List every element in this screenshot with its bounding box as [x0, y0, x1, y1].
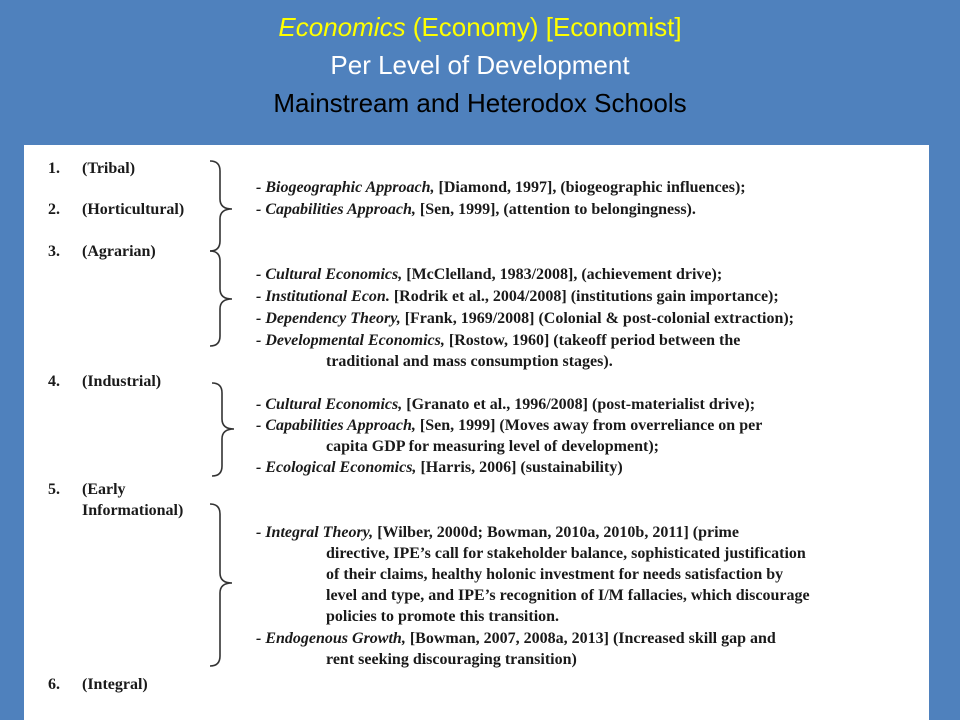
entry-ecological-economics: [256, 458, 623, 478]
content-panel: [24, 145, 929, 720]
entry-capabilities-approach-2: [256, 416, 762, 436]
entry-name: - Dependency Theory,: [256, 310, 401, 327]
entry-institutional-econ: [256, 287, 779, 307]
slide-title: [0, 8, 960, 122]
entry-name: - Capabilities Approach,: [256, 201, 416, 218]
entry-detail: [Rostow, 1960] (takeoff period between the: [444, 332, 741, 349]
brace-3: [212, 383, 234, 476]
level-3-label: (Agrarian): [82, 243, 156, 260]
entry-continuation: rent seeking discouraging transition): [326, 651, 577, 668]
entry-cultural-economics-1: [256, 265, 722, 285]
entry-capabilities-approach-1: [256, 200, 696, 220]
title-line-2: Per Level of Development: [330, 50, 630, 80]
entry-detail: [Sen, 1999], (attention to belongingness).: [415, 201, 696, 218]
title-economy-economist: (Economy) [Economist]: [405, 12, 682, 42]
entry-dependency-theory: [256, 309, 794, 329]
level-3-number: 3.: [48, 243, 60, 260]
entry-cultural-economics-2: [256, 395, 755, 415]
level-1-number: 1.: [48, 160, 60, 177]
entry-name: - Endogenous Growth,: [256, 630, 406, 647]
level-5-number: 5.: [48, 481, 60, 498]
entry-name: - Integral Theory,: [256, 524, 374, 541]
entry-detail: [Rodrik et al., 2004/2008] (institutions gain importance);: [389, 288, 779, 305]
level-5-label-line2: Informational): [82, 502, 184, 519]
entry-detail: [Harris, 2006] (sustainability): [416, 459, 623, 476]
title-economics: Economics: [278, 12, 406, 42]
entry-developmental-economics: [256, 331, 740, 351]
entry-detail: [Granato et al., 1996/2008] (post-materialist drive);: [402, 396, 756, 413]
level-1-label: (Tribal): [82, 160, 136, 177]
entry-integral-theory: [256, 523, 739, 543]
entry-name: - Cultural Economics,: [256, 266, 403, 283]
entry-continuation: traditional and mass consumption stages).: [326, 353, 613, 370]
level-5-label: (Early: [82, 481, 126, 498]
level-4-number: 4.: [48, 373, 60, 390]
entry-detail: [Wilber, 2000d; Bowman, 2010a, 2010b, 2011] (prime: [373, 524, 739, 541]
entry-endogenous-growth: [256, 629, 776, 649]
entry-continuation: capita GDP for measuring level of development);: [326, 438, 659, 455]
entry-name: - Cultural Economics,: [256, 396, 403, 413]
title-line-3: Mainstream and Heterodox Schools: [273, 88, 687, 118]
entry-detail: [Bowman, 2007, 2008a, 2013] (Increased skill gap and: [405, 630, 776, 647]
entry-detail: [Frank, 1969/2008] (Colonial & post-colonial extraction);: [400, 310, 794, 327]
entry-biogeographic-approach: [256, 178, 746, 198]
entry-continuation: level and type, and IPE’s recognition of I/M fallacies, which discourage: [326, 587, 810, 604]
level-2-number: 2.: [48, 201, 60, 218]
entry-continuation: directive, IPE’s call for stakeholder balance, sophisticated justification: [326, 545, 806, 562]
entry-detail: [McClelland, 1983/2008], (achievement drive);: [402, 266, 723, 283]
title-line-1: [0, 8, 960, 46]
entry-name: - Developmental Economics,: [256, 332, 445, 349]
entry-detail: [Diamond, 1997], (biogeographic influences);: [434, 179, 746, 196]
brace-2: [210, 251, 232, 346]
entry-name: - Institutional Econ.: [256, 288, 390, 305]
entry-name: - Biogeographic Approach,: [256, 179, 435, 196]
entry-detail: [Sen, 1999] (Moves away from overreliance on per: [415, 417, 763, 434]
level-4-label: (Industrial): [82, 373, 162, 390]
level-2-label: (Horticultural): [82, 201, 185, 218]
brace-1: [210, 161, 232, 251]
entry-name: - Capabilities Approach,: [256, 417, 416, 434]
entry-continuation: policies to promote this transition.: [326, 608, 560, 625]
entry-continuation: of their claims, healthy holonic investment for needs satisfaction by: [326, 566, 784, 583]
brace-4: [210, 504, 232, 666]
level-6-label: (Integral): [82, 676, 148, 693]
level-6-number: 6.: [48, 676, 60, 693]
entry-name: - Ecological Economics,: [256, 459, 417, 476]
